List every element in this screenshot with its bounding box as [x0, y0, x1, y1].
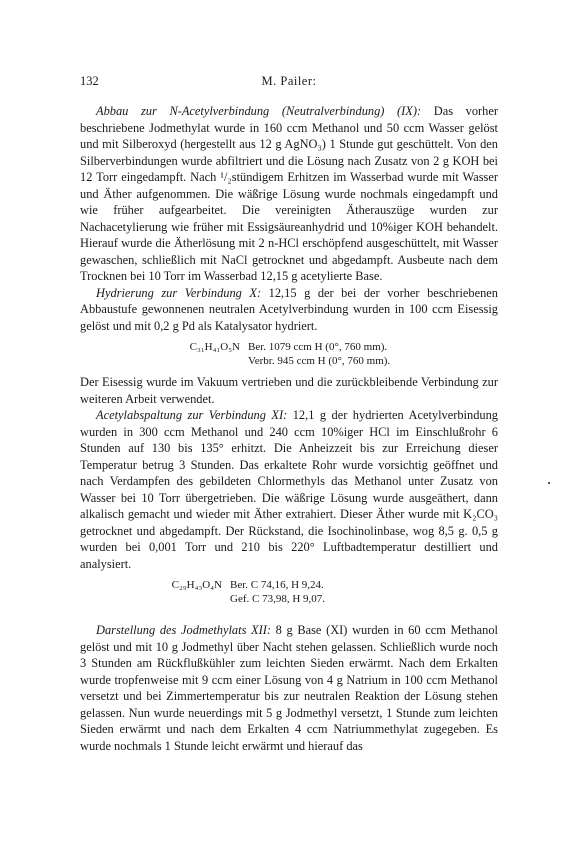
section-title-abbau: Abbau zur N-Acetylverbindung (Neutralverbindung) (IX):	[96, 104, 422, 118]
formula-values	[248, 340, 498, 368]
section-title-jodmethylat: Darstellung des Jodmethylats XII:	[96, 623, 271, 637]
margin-speck	[548, 482, 550, 484]
paragraph-text-eisessig: Der Eisessig wurde im Vakuum vertrieben und die zurückbleibende Verbindung zur weiteren Arbeit verwendet.	[80, 375, 498, 406]
formula-block-hydrogen	[160, 340, 498, 368]
paragraph-jodmethylat	[80, 622, 498, 754]
page-number: 132	[80, 74, 99, 88]
formula-found: Gef. C 73,98, H 9,07.	[230, 593, 326, 605]
formula-consumed: Verbr. 945 ccm H (0°, 760 mm).	[248, 355, 391, 367]
running-title: M. Pailer:	[261, 74, 317, 88]
section-title-acetylabspaltung: Acetylabspaltung zur Verbindung XI:	[96, 408, 288, 422]
paragraph-abbau	[80, 103, 498, 285]
paragraph-text-acetylabspaltung: 12,1 g der hydrierten Acetylverbindung wurden in 300 ccm Methanol und 240 ccm 10%iger HCl im Einschlußrohr 6 Stunden auf 130 bis 135° erhitzt. Die Anheizzeit bis zur Erreichung dieser Temperatur betrug 3 Stunden. Das erkaltete Rohr wurde vorsichtig geöffnet und nach Verdampfen des gebildeten Chlormethyls das Methanol unter Zusatz von Wasser bei 10 Torr übergetrieben. Die wäßrige Lösung wurde ausgeäthert, dann alkalisch gemacht und wieder mit Äther extrahiert. Dieser Äther wurde mit K₂CO₃ getrocknet und abgedampft. Der Rückstand, die Isochinolinbase, wog 8,5 g. 0,5 g wurden bei 0,001 Torr und 210 bis 220° Luftbadtemperatur destilliert und analysiert.	[80, 408, 498, 571]
paragraph-eisessig	[80, 374, 498, 407]
paragraph-acetylabspaltung	[80, 407, 498, 572]
paragraph-text-hydrierung: 12,15 g der bei der vorher beschriebenen Abbaustufe gewonnenen neutralen Acetylverbindung wurden in 100 ccm Eisessig gelöst und mit 0,2 g Pd als Katalysator hydriert.	[80, 285, 498, 333]
formula-block-analysis	[142, 578, 498, 606]
section-title-hydrierung: Hydrierung zur Verbindung X:	[96, 285, 262, 300]
formula-values	[230, 578, 498, 606]
paragraph-text-abbau: Das vorher beschriebene Jodmethylat wurde in 160 ccm Methanol und 50 ccm Wasser gelöst und mit Silberoxyd (hergestellt aus 12 g AgNO₃) 1 Stunde gut geschüttelt. Von den Silberverbindungen wurde abfiltriert und die Lösung nach Zusatz von 2 g KOH bei 12 Torr eingedampft. Nach ¹/₂stündigem Erhitzen im Wasserbad wurde mit Wasser und Äther aufgenommen. Die wäßrige Lösung wurde nochmals eingedampft und wie früher aufgearbeitet. Die vereinigten Ätherauszüge wurden zur Nachacetylierung wie früher mit Essigsäureanhydrid und 10%iger KOH behandelt. Hierauf wurde die Ätherlösung mit 2 n-HCl erschöpfend ausgeschüttelt, mit Wasser gewaschen, schließlich mit NaCl getrocknet und abgedampft. Ausbeute nach dem Trocknen bei 10 Torr im Wasserbad 12,15 g acetylierte Base.	[80, 104, 498, 283]
paragraph-hydrierung	[80, 285, 498, 335]
formula-calculated: Ber. C 74,16, H 9,24.	[230, 579, 324, 591]
page-body	[80, 103, 498, 754]
formula-name: C₂₉H₄₃O₄N	[171, 579, 222, 591]
paragraph-text-jodmethylat: 8 g Base (XI) wurden in 60 ccm Methanol gelöst und mit 10 g Jodmethyl über Nacht stehen gelassen. Schließlich wurde noch 3 Stunden am Rückflußkühler zum leichten Sieden erwärmt. Nach dem Erkalten wurde tropfenweise mit 9 ccm einer Lösung von 4 g Natrium in 100 ccm Methanol versetzt und bei Zimmertemperatur bis zur neutralen Reaktion der Lösung stehen gelassen. Nun wurde neuerdings mit 5 g Jodmethyl versetzt, 1 Stunde zum leichten Sieden erwärmt und nach dem Erkalten 4 ccm Natriummethylat zugegeben. Es wurde nochmals 1 Stunde leicht erwärmt und hierauf das	[80, 623, 498, 753]
formula-name: C₃₁H₄₁O₅N	[189, 341, 240, 353]
formula-calculated: Ber. 1079 ccm H (0°, 760 mm).	[248, 341, 388, 353]
page-header	[80, 74, 498, 90]
